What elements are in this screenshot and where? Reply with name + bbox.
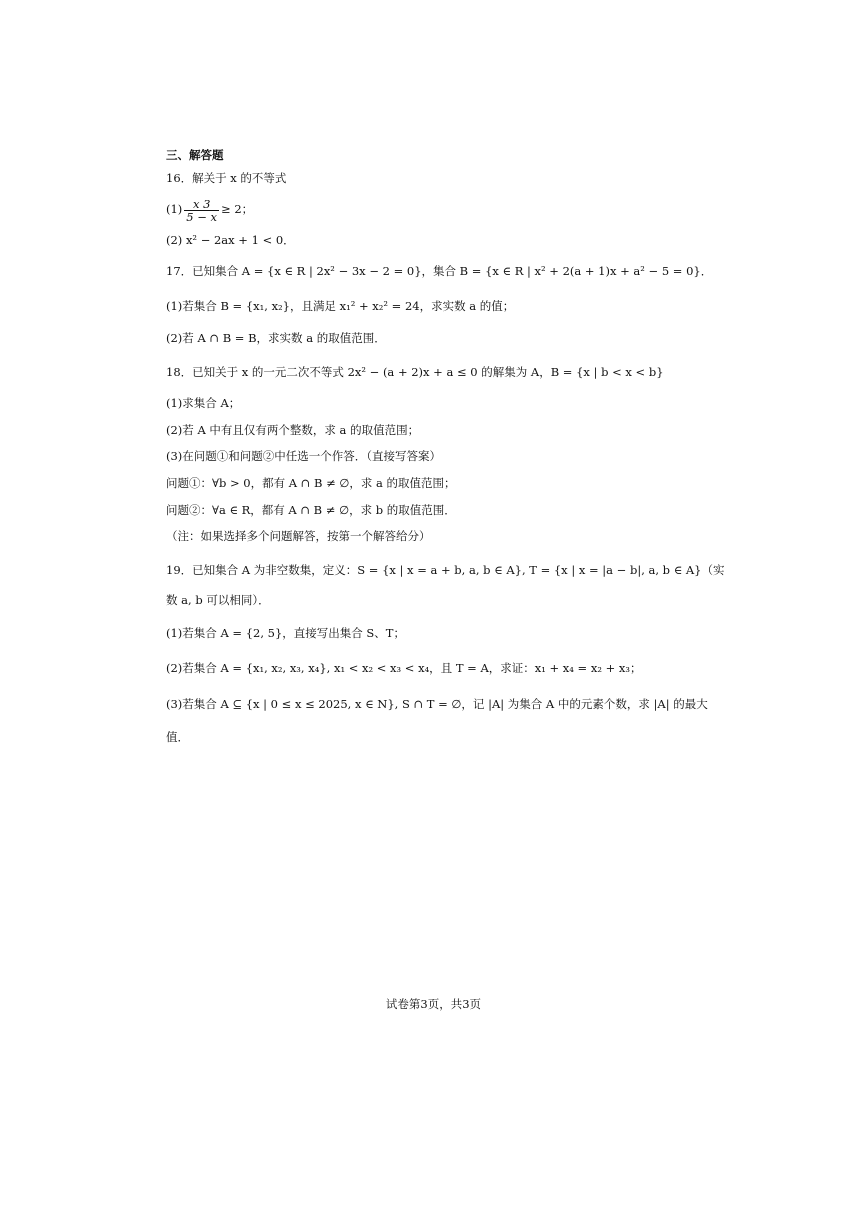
q18-question-a: 问题①：∀b > 0，都有 A ∩ B ≠ ∅，求 a 的取值范围；: [166, 476, 456, 490]
q16-part2: (2) x² − 2ax + 1 < 0．: [166, 233, 295, 247]
q18-part2: (2)若 A 中有且仅有两个整数，求 a 的取值范围；: [166, 423, 420, 437]
q19-part1: (1)若集合 A = {2, 5}，直接写出集合 S、T；: [166, 626, 405, 640]
q16-fraction: [184, 198, 219, 223]
section-title: 三、解答题: [166, 148, 224, 162]
q16-part1-label: (1): [166, 202, 183, 216]
q18-question-b: 问题②：∀a ∈ R，都有 A ∩ B ≠ ∅，求 b 的取值范围．: [166, 503, 456, 517]
q19-part3-line1: (3)若集合 A ⊆ {x | 0 ≤ x ≤ 2025, x ∈ N}, S ∩ T = ∅，记 |A| 为集合 A 中的元素个数，求 |A| 的最大: [166, 697, 708, 711]
q19-stem-line2: 数 a, b 可以相同）．: [166, 593, 270, 607]
q18-part1: (1)求集合 A；: [166, 396, 241, 410]
q18-note: （注：如果选择多个问题解答，按第一个解答给分）: [166, 529, 431, 543]
q16-fraction-numerator: x 3: [184, 198, 219, 211]
q19-stem-line1: 19．已知集合 A 为非空数集，定义：S = {x | x = a + b, a, b ∈ A}, T = {x | x = |a − b|, a, b ∈ A}（实: [166, 563, 725, 577]
q16-part1: [166, 196, 253, 223]
q18-part3: (3)在问题①和问题②中任选一个作答．（直接写答案）: [166, 449, 442, 463]
q18-stem: 18．已知关于 x 的一元二次不等式 2x² − (a + 2)x + a ≤ 0 的解集为 A，B = {x | b < x < b}: [166, 365, 664, 379]
q17-part2: (2)若 A ∩ B = B，求实数 a 的取值范围．: [166, 331, 386, 345]
q19-part2: (2)若集合 A = {x₁, x₂, x₃, x₄}, x₁ < x₂ < x₃ < x₄，且 T = A，求证：x₁ + x₄ = x₂ + x₃；: [166, 661, 642, 675]
q16-fraction-denominator: 5 − x: [186, 209, 218, 224]
q19-part3-line2: 值．: [166, 730, 189, 744]
q16-stem: 16．解关于 x 的不等式: [166, 171, 287, 185]
q17-part1: (1)若集合 B = {x₁, x₂}，且满足 x₁² + x₂² = 24，求实数 a 的值；: [166, 299, 515, 313]
q16-part1-suffix: ≥ 2；: [221, 202, 254, 216]
q17-stem: 17．已知集合 A = {x ∈ R | 2x² − 3x − 2 = 0}，集合 B = {x ∈ R | x² + 2(a + 1)x + a² − 5 = 0}．: [166, 264, 713, 278]
page-footer: 试卷第3页，共3页: [385, 997, 482, 1011]
